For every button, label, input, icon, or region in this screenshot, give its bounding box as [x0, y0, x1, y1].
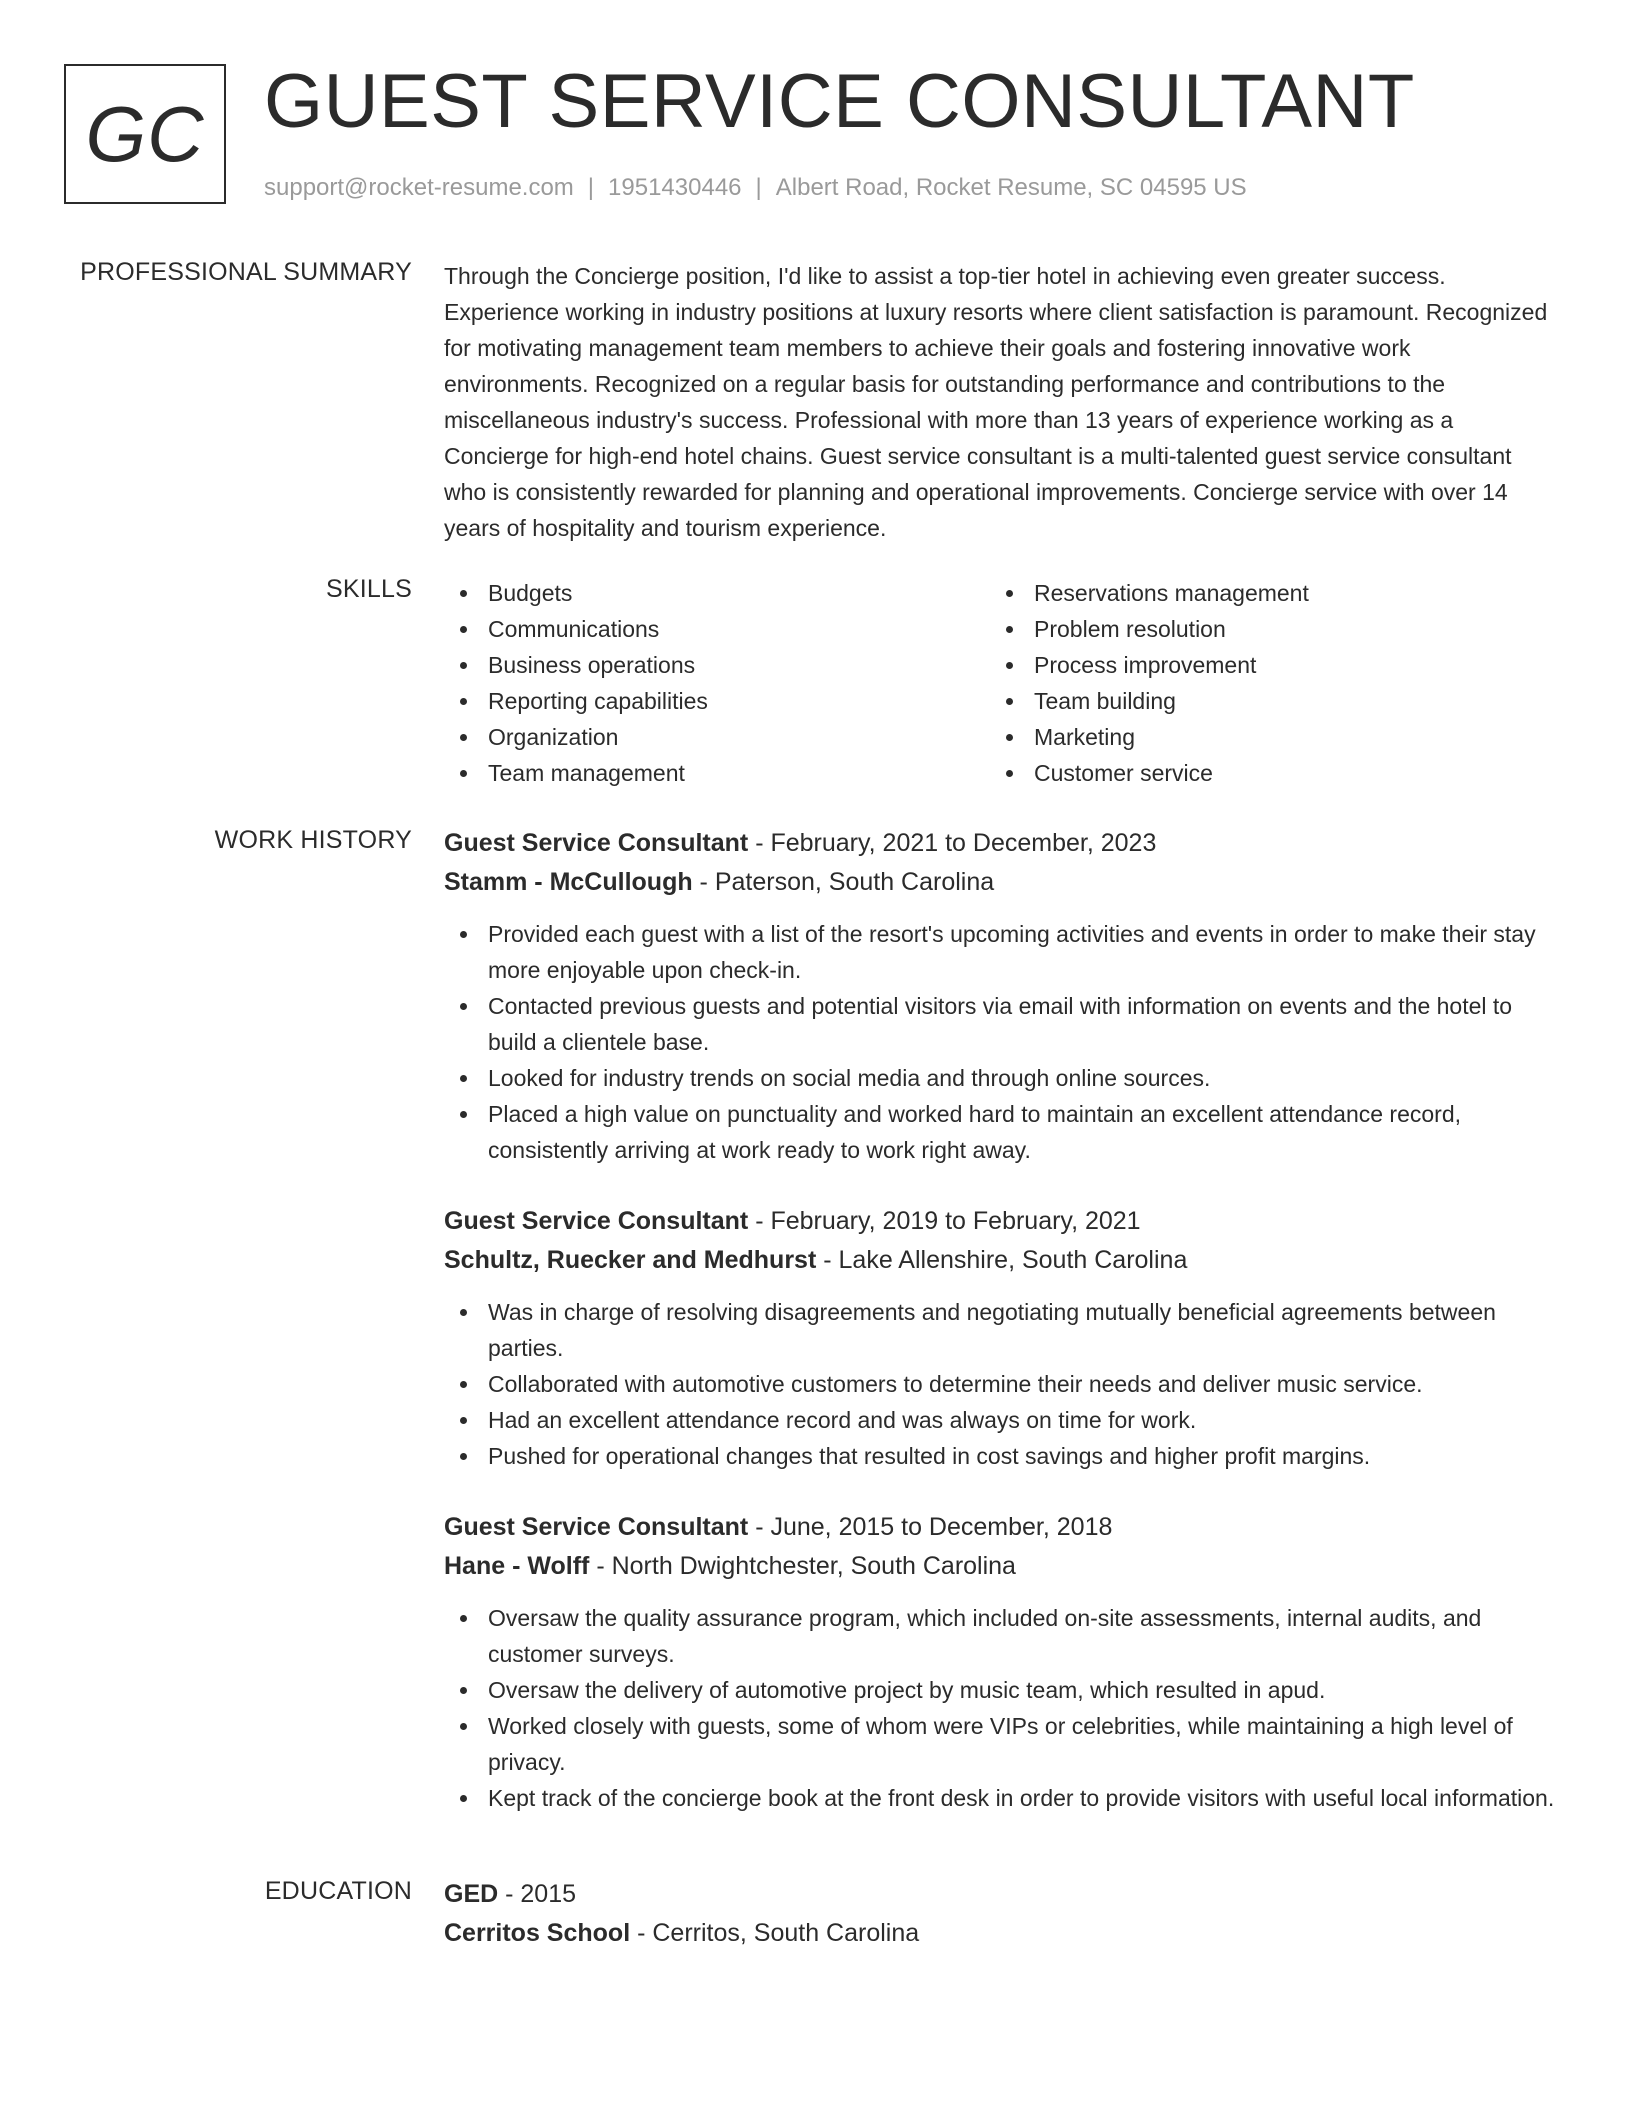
- job-location: - North Dwightchester, South Carolina: [589, 1552, 1016, 1580]
- contact-separator: |: [587, 174, 595, 201]
- education-degree: GED: [444, 1880, 499, 1908]
- resume-title: GUEST SERVICE CONSULTANT: [264, 59, 1415, 144]
- job-entry: [444, 1202, 1556, 1474]
- job-bullet: Pushed for operational changes that resulted in cost savings and higher profit margins.: [444, 1438, 1556, 1474]
- job-bullet: Was in charge of resolving disagreements and negotiating mutually beneficial agreements between parties.: [444, 1294, 1556, 1366]
- job-entry: [444, 1508, 1556, 1816]
- job-title: Guest Service Consultant: [444, 1513, 749, 1541]
- contact-separator: |: [755, 174, 762, 201]
- skill-item: Marketing: [990, 719, 1536, 755]
- job-title: Guest Service Consultant: [444, 1207, 749, 1235]
- education-year: - 2015: [498, 1880, 577, 1908]
- job-company: Stamm - McCullough: [444, 868, 693, 896]
- job-dates: - June, 2015 to December, 2018: [748, 1513, 1113, 1541]
- job-title-line: [444, 824, 1556, 863]
- section-label-summary: PROFESSIONAL SUMMARY: [80, 258, 412, 286]
- job-bullet: Oversaw the quality assurance program, which included on-site assessments, internal audits, and customer surveys.: [444, 1600, 1556, 1672]
- job-title-line: [444, 1508, 1556, 1547]
- skill-item: Customer service: [990, 755, 1536, 791]
- job-company: Schultz, Ruecker and Medhurst: [444, 1246, 817, 1274]
- section-label-work-history: WORK HISTORY: [214, 826, 412, 854]
- education-school-line: [444, 1914, 1556, 1953]
- job-bullet: Oversaw the delivery of automotive project by music team, which resulted in apud.: [444, 1672, 1556, 1708]
- job-company: Hane - Wolff: [444, 1552, 590, 1580]
- job-bullet: Placed a high value on punctuality and worked hard to maintain an excellent attendance record, consistently arriving at work ready to work right away.: [444, 1096, 1556, 1168]
- job-bullets: [444, 1600, 1556, 1816]
- job-title: Guest Service Consultant: [444, 829, 749, 857]
- skill-item: Organization: [444, 719, 990, 755]
- skills-column-left: [444, 575, 990, 791]
- job-bullet: Had an excellent attendance record and was always on time for work.: [444, 1402, 1556, 1438]
- skill-item: Team building: [990, 683, 1536, 719]
- job-bullets: [444, 1294, 1556, 1474]
- skill-item: Budgets: [444, 575, 990, 611]
- initials-monogram: GC: [64, 64, 226, 204]
- skill-item: Process improvement: [990, 647, 1536, 683]
- section-label-education: EDUCATION: [264, 1877, 412, 1905]
- job-bullets: [444, 916, 1556, 1168]
- skill-item: Reporting capabilities: [444, 683, 990, 719]
- skill-item: Team management: [444, 755, 990, 791]
- education-school: Cerritos School: [444, 1919, 631, 1947]
- skills-column-right: [990, 575, 1536, 791]
- job-dates: - February, 2021 to December, 2023: [748, 829, 1157, 857]
- skill-item: Communications: [444, 611, 990, 647]
- contact-line: [264, 174, 1247, 202]
- job-bullet: Kept track of the concierge book at the front desk in order to provide visitors with useful local information.: [444, 1780, 1556, 1816]
- job-location: - Lake Allenshire, South Carolina: [816, 1246, 1188, 1274]
- job-company-line: [444, 863, 1556, 902]
- contact-phone[interactable]: 1951430446: [608, 174, 742, 201]
- summary-text: Through the Concierge position, I'd like to assist a top-tier hotel in achieving even greater success. Experience working in industry positions at luxury resorts where client satisfaction is paramount. Recognized for motivating management team members to achieve their goals and fostering innovative work environments. Recognized on a regular basis for outstanding performance and contributions to the miscellaneous industry's success. Professional with more than 13 years of experience working as a Concierge for high-end hotel chains. Guest service consultant is a multi-talented guest service consultant who is consistently rewarded for planning and operational improvements. Concierge service with over 14 years of hospitality and tourism experience.: [444, 263, 1548, 541]
- job-bullet: Worked closely with guests, some of whom were VIPs or celebrities, while maintaining a high level of privacy.: [444, 1708, 1556, 1780]
- job-bullet: Looked for industry trends on social media and through online sources.: [444, 1060, 1556, 1096]
- job-bullet: Provided each guest with a list of the resort's upcoming activities and events in order to make their stay more enjoyable upon check-in.: [444, 916, 1556, 988]
- contact-address: Albert Road, Rocket Resume, SC 04595 US: [775, 174, 1247, 201]
- job-company-line: [444, 1547, 1556, 1586]
- resume-header: [64, 59, 1564, 214]
- job-bullet: Collaborated with automotive customers to determine their needs and deliver music service.: [444, 1366, 1556, 1402]
- job-company-line: [444, 1241, 1556, 1280]
- skill-item: Business operations: [444, 647, 990, 683]
- job-title-line: [444, 1202, 1556, 1241]
- skill-item: Problem resolution: [990, 611, 1536, 647]
- education-degree-line: [444, 1875, 1556, 1914]
- job-location: - Paterson, South Carolina: [692, 868, 995, 896]
- contact-email[interactable]: support@rocket-resume.com: [264, 174, 574, 201]
- job-dates: - February, 2019 to February, 2021: [748, 1207, 1141, 1235]
- skills-grid: [444, 575, 1556, 791]
- section-label-skills: SKILLS: [326, 575, 412, 603]
- job-bullet: Contacted previous guests and potential visitors via email with information on events and the hotel to build a clientele base.: [444, 988, 1556, 1060]
- education-location: - Cerritos, South Carolina: [630, 1919, 920, 1947]
- skill-item: Reservations management: [990, 575, 1536, 611]
- job-entry: [444, 824, 1556, 1168]
